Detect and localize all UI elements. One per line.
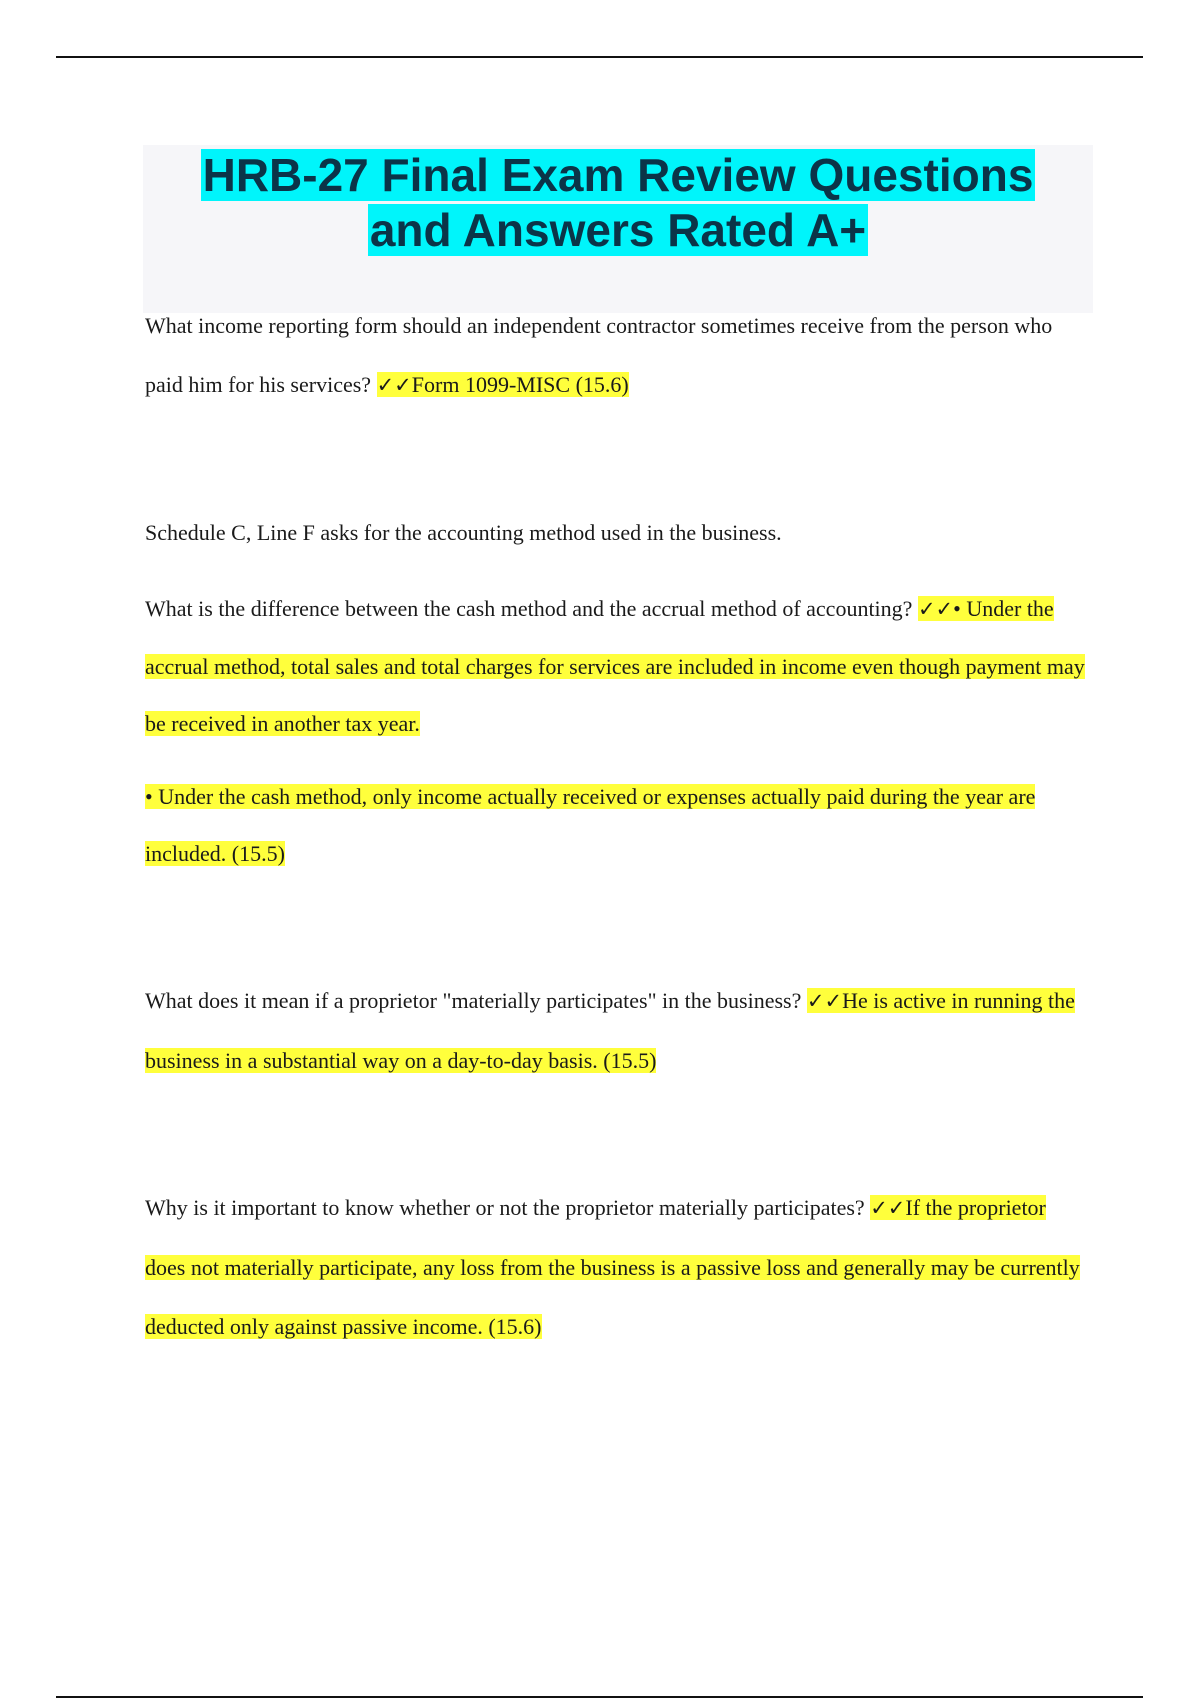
qa-paragraph <box>145 971 1085 1090</box>
qa-paragraph <box>145 1178 1085 1356</box>
answer-highlight <box>377 372 629 397</box>
title-banner <box>143 145 1093 313</box>
qa-item-3 <box>145 580 1085 752</box>
question-text: What does it mean if a proprietor "materially participates" in the business? <box>145 988 802 1013</box>
question-text: Why is it important to know whether or not the proprietor materially participates? <box>145 1195 865 1220</box>
qa-item-2 <box>145 503 1085 562</box>
answer-text: If the proprietor does not materially participate, any loss from the business is a passive loss and generally may be currently deducted only against passive income. (15.6) <box>145 1195 1080 1339</box>
answer-text: • Under the accrual method, total sales and total charges for services are included in income even though payment may be received in another tax year. <box>145 596 1085 736</box>
check-mark-icon: ✓✓ <box>917 597 954 621</box>
check-mark-icon: ✓✓ <box>870 1196 906 1220</box>
answer-text: Form 1099-MISC (15.6) <box>411 372 629 397</box>
qa-paragraph <box>145 580 1085 752</box>
qa-item-5 <box>145 1178 1085 1356</box>
answer-text-2: • Under the cash method, only income actually received or expenses actually paid during the year are included. (15.5) <box>145 784 1036 866</box>
title-line-1: HRB-27 Final Exam Review Questions <box>202 149 1034 201</box>
qa-item-4 <box>145 971 1085 1090</box>
page-title <box>143 145 1093 258</box>
question-text: What income reporting form should an independent contractor sometimes receive from the person who paid him for his services? <box>145 313 1053 397</box>
question-text: What is the difference between the cash method and the accrual method of accounting? <box>145 596 913 621</box>
check-mark-icon: ✓✓ <box>376 373 412 397</box>
top-rule <box>56 56 1143 58</box>
title-line-2: and Answers Rated A+ <box>369 204 867 256</box>
qa-item-3-continued <box>145 768 1085 882</box>
qa-paragraph <box>145 768 1085 882</box>
qa-item-1 <box>145 296 1085 415</box>
schedule-c-note: Schedule C, Line F asks for the accounting method used in the business. <box>145 520 782 545</box>
bottom-rule <box>56 1696 1143 1698</box>
qa-paragraph <box>145 296 1085 415</box>
answer-text: He is active in running the business in a substantial way on a day-to-day basis. (15.5) <box>145 988 1075 1073</box>
check-mark-icon: ✓✓ <box>806 989 843 1013</box>
